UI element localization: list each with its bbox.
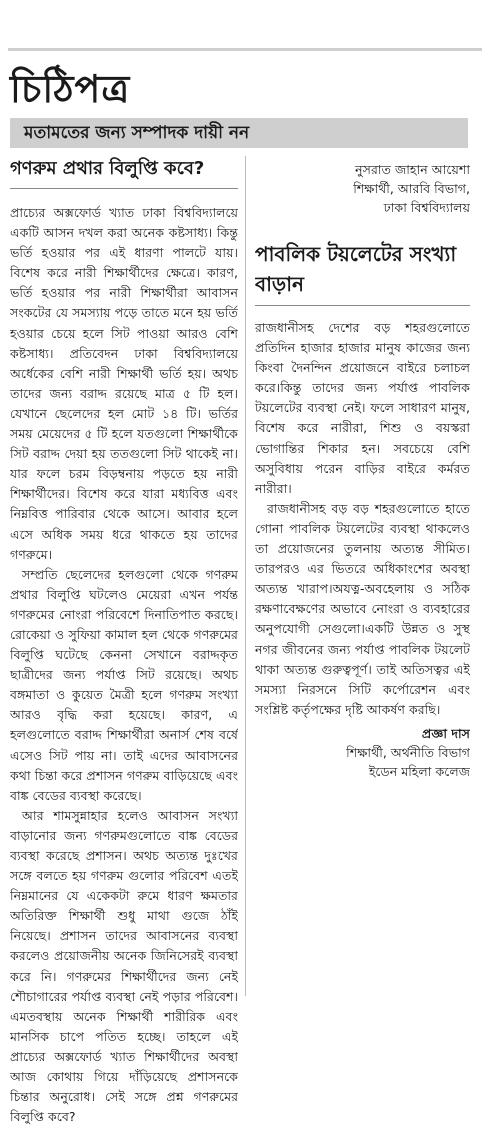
- letter2-role: শিক্ষার্থী, অর্থনীতি বিভাগ: [346, 744, 470, 760]
- column-divider: [245, 156, 246, 996]
- letter1-author: নুসরাত জাহান আয়েশা: [355, 162, 470, 177]
- letter2-paragraph-2: রাজধানীসহ বড় বড় শহরগুলোতে হাতে গোনা পাবলিক টয়লেটের ব্যবস্থা থাকলেও তা প্রয়োজনের তুলনায় অত্যন্ত সীমিত। তারপরও এর ভিতরে অধিকাংশের অবস্থা অত্যন্ত খারাপ।অযত্ন-অবহেলায় ও সঠিক রক্ষণাবেক্ষণের অভাবে নোংরা ও ব্যবহারের অনুপযোগী সেগুলো।একটি উন্নত ও সুস্থ নগর জীবনের জন্য পর্যাপ্ত পাবলিক টয়লেট থাকা অত্যন্ত গুরুত্বপূর্ণ। তাই অতিসত্বর এই সমস্যা নিরসনে সিটি কর্পোরেশন এবং সংশ্লিষ্ট কর্তৃপক্ষের দৃষ্টি আকর্ষণ করছি।: [255, 500, 470, 717]
- letter2-paragraph-1: রাজধানীসহ দেশের বড় শহরগুলোতে প্রতিদিন হাজার হাজার মানুষ কাজের জন্য কিংবা দৈনন্দিন প্রয়োজনে বাইরে চলাচল করে।কিন্তু তাদের জন্য পর্যাপ্ত পাবলিক টয়লেটের ব্যবস্থা নেই। ফলে সাধারণ মানুষ, বিশেষ করে নারীরা, শিশু ও বয়স্করা ভোগান্তির শিকার হন। সবচেয়ে বেশি অসুবিধায় পরেন বাড়ির বাইরে কর্মরত নারীরা।: [255, 320, 470, 496]
- disclaimer-banner: মতামতের জন্য সম্পাদক দায়ী নন: [10, 118, 468, 148]
- left-column: [10, 156, 238, 1127]
- letter2-title: পাবলিক টয়লেটের সংখ্যা বাড়ান: [255, 239, 470, 306]
- section-title: চিঠিপত্র: [10, 67, 131, 111]
- letter1-paragraph-3: আর শামসুন্নাহার হলেও আবাসন সংখ্যা বাড়ানোর জন্য গণরুমগুলোতে বাঙ্ক বেডের ব্যবস্থা করেছে প্রশাসন। অথচ অত্যন্ত দুঃখের সঙ্গে বলতে হয় গণরুম গুলোর পরিবেশ এতই নিম্নমানের যে একেকটা রুমে ধারণ ক্ষমতার অতিরিক্ত শিক্ষার্থী শুধু মাথা গুজে ঠাঁই নিয়েছে। প্রশাসন তাদের আবাসনের ব্যবস্থা করলেও প্রয়োজনীয় অনেক জিনিসেরই ব্যবস্থা করে নি। গণরুমের শিক্ষার্থীদের জন্য নেই শৌচাগারের পর্যাপ্ত ব্যবস্থা নেই পড়ার পরিবেশ। এমতবস্থায় অনেক শিক্ষার্থী শারীরিক এবং মানসিক চাপে পতিত হচ্ছে। তাহলে এই প্রাচ্যের অক্সফোর্ড খ্যাত শিক্ষার্থীদের অবস্থা আজ কোথায় গিয়ে দাঁড়িয়েছে প্রশাসনকে চিন্তার অনুরোধ। সেই সঙ্গে প্রশ্ন গণরুমের বিলুপ্তি কবে?: [10, 807, 238, 1125]
- letter1-paragraph-1: প্রাচ্যের অক্সফোর্ড খ্যাত ঢাকা বিশ্ববিদ্যালয়ে একটি আসন দখল করা অনেক কষ্টসাধ্য। কিন্তু ভর্তি হওয়ার পর এই ধারণা পালটে যায়। বিশেষ করে নারী শিক্ষার্থীদের ক্ষেত্রে। কারণ, ভর্তি হওয়ার পর নারী শিক্ষার্থীরা আবাসন সংকটের যে সমস্যায় পড়ে তাতে মনে হয় ভর্তি হওয়ার চেয়ে হলে সিট পাওয়া আরও বেশি কষ্টসাধ্য। প্রতিবেদন ঢাকা বিশ্ববিদ্যালয়ে অর্ধেকের বেশি নারী শিক্ষার্থী ভর্তি হয়। অথচ তাদের জন্য বরাদ্দ রয়েছে মাত্র ৫ টি হল। যেখানে ছেলেদের হল মোট ১৪ টি। ভর্তির সময় মেয়েদের ৫ টি হলে যতগুলো শিক্ষার্থীকে সিট বরাদ্দ দেয়া হয় ততগুলো সিট থাকেই না। যার ফলে চরম বিড়ম্বনায় পড়তে হয় নারী শিক্ষার্থীদের। বিশেষ করে যারা মধ্যবিত্ত এবং নিম্নবিত্ত পারিবার থেকে আসে। আবার হলে এসে অধিক সময় ধরে থাকতে হয় তাদের গণরুমে।: [10, 205, 238, 562]
- letter2-signature: [255, 724, 470, 781]
- letter1-role: শিক্ষার্থী, আরবি বিভাগ,: [353, 181, 470, 196]
- letter2-author: প্রজ্ঞা দাস: [421, 725, 470, 741]
- letter1-signature: [255, 160, 470, 217]
- letter1-title: গণরুম প্রথার বিলুপ্তি কবে?: [10, 156, 238, 189]
- right-column: [255, 156, 470, 781]
- letter1-paragraph-2: সম্প্রতি ছেলেদের হলগুলো থেকে গণরুম প্রথার বিলুপ্তি ঘটলেও মেয়েরা এখন পর্যন্ত গণরুমের নোংরা পরিবেশে দিনাতিপাত করছে। রোকেয়া ও সুফিয়া কামাল হল থেকে গণরুমের বিলুপ্তি ঘটেছে কেননা সেখানে বরাদ্দকৃত ছাত্রীদের জন্য পর্যাপ্ত সিট রয়েছে। অথচ বঙ্গমাতা ও কুয়েত মৈত্রী হলে গণরুম সংখ্যা আরও বৃদ্ধি করা হয়েছে। কারণ, এ হলগুলোতে বরাদ্দ শিক্ষার্থীরা অনার্স শেষ বর্ষে এসেও সিট পায় না। তাই এদের আবাসনের কথা চিন্তা করে প্রশাসন গণরুম বাড়িয়েছে এবং বাঙ্ক বেডের ব্যবস্থা করেছে।: [10, 566, 238, 803]
- top-rule: [8, 48, 482, 51]
- letter1-institution: ঢাকা বিশ্ববিদ্যালয়: [383, 200, 470, 215]
- letter2-institution: ইডেন মহিলা কলেজ: [368, 763, 470, 779]
